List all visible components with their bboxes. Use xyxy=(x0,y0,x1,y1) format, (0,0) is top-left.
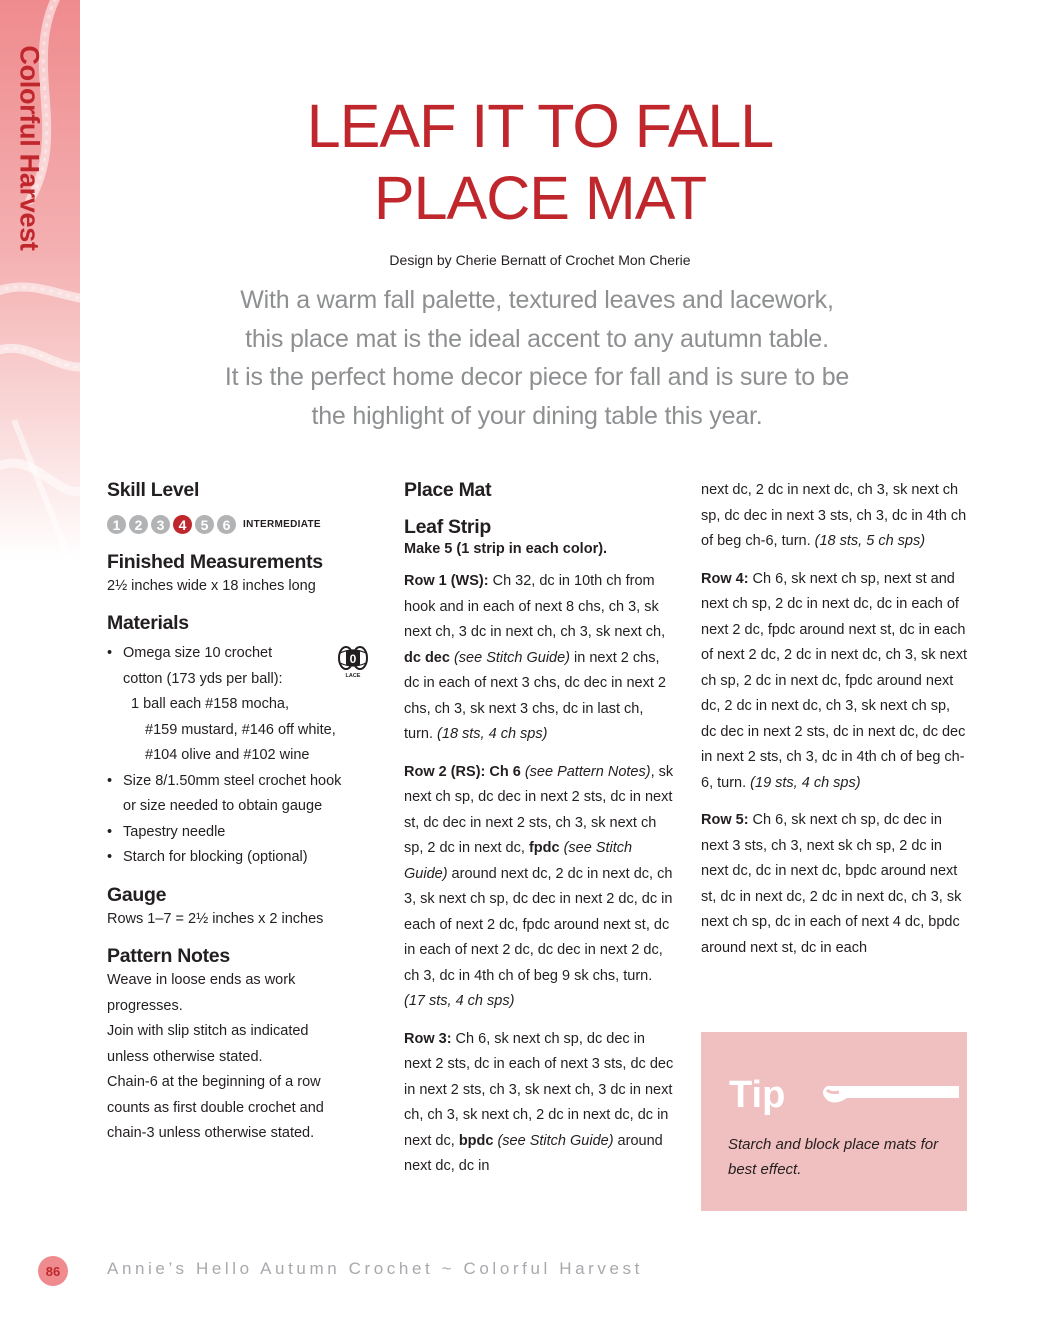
list-item: • Omega size 10 crochet cotton (173 yds per ball): xyxy=(107,641,367,692)
running-footer: Annie’s Hello Autumn Crochet ~ Colorful Harvest xyxy=(107,1259,643,1278)
measurements-heading: Finished Measurements xyxy=(107,550,323,573)
lace-number: 0 xyxy=(349,652,357,666)
materials-heading: Materials xyxy=(107,612,189,634)
list-subitem: 1 ball each #158 mocha, xyxy=(131,696,289,712)
row-3-instructions: Row 3: Ch 6, sk next ch sp, dc dec in next 2 sts, dc in each of next 3 sts, dc dec in next 2 sts, ch 3, sk next ch, 3 dc in next ch, ch 3, sk next ch, 2 dc in next dc, dc in next dc, bpdc (see Stitch Guide) around next dc, dc in xyxy=(404,1030,674,1174)
column-right xyxy=(701,478,969,961)
row-2-instructions: Row 2 (RS): Ch 6 (see Pattern Notes), sk next ch sp, dc dec in next 2 sts, dc in next st, dc dec in next 2 sts, ch 3, sk next ch sp, 2 dc in next dc, fpdc (see Stitch Guide) around next dc, 2 dc in next dc, ch 3, sk next ch sp, dc dec in next 2 dc, dc in each of next 2 dc, fpdc around next st, dc in each of next 2 dc, dc dec in next 2 dc, ch 3, dc in 4th ch of beg 9 sk chs, turn. (17 sts, 4 ch sps) xyxy=(404,763,674,1009)
place-mat-heading: Place Mat xyxy=(404,479,492,501)
side-section-title: Colorful Harvest xyxy=(14,45,45,251)
list-item: • Tapestry needle xyxy=(107,820,367,846)
make-instruction: Make 5 (1 strip in each color). xyxy=(404,541,608,557)
skill-level-indicator xyxy=(107,512,367,538)
gauge-text: Rows 1–7 = 2½ inches x 2 inches xyxy=(107,910,324,927)
page-title: LEAF IT TO FALL PLACE MAT xyxy=(306,92,774,232)
skill-dot: 6 xyxy=(217,515,236,534)
skill-dot: 5 xyxy=(195,515,214,534)
gauge-heading: Gauge xyxy=(107,883,167,906)
row-5-instructions: Row 5: Ch 6, sk next ch sp, dc dec in next 3 sts, ch 3, next sk ch sp, 2 dc in next dc, dc in next dc, bpdc around next st, dc in next dc, 2 dc in next dc, ch 3, sk next ch sp, dc in each of next 4 dc, bpdc around next st, dc in each xyxy=(701,812,962,956)
tip-heading: Tip xyxy=(729,1074,786,1116)
skill-dot-active: 4 xyxy=(173,515,192,534)
skill-dot: 3 xyxy=(151,515,170,534)
skill-dot: 2 xyxy=(129,515,148,534)
lace-label: LACE xyxy=(345,673,361,679)
tip-box xyxy=(701,1032,967,1211)
intro-paragraph: With a warm fall palette, textured leaves and lacework, this place mat is the ideal accent to any autumn table. It is the perfect home decor piece for fall and is sure to be the highlight of your dining table this year. xyxy=(224,286,850,430)
designer-byline: Design by Cherie Bernatt of Crochet Mon Cherie xyxy=(389,252,691,268)
row-4-instructions: Row 4: Ch 6, sk next ch sp, next st and next ch sp, 2 dc in next dc, dc in each of next 2 dc, fpdc around next st, dc in each of next 2 dc, 2 dc in next dc, ch 3, sk next ch sp, 2 dc in next dc, fpdc around next dc, 2 dc in next dc, ch 3, sk next ch sp, dc dec in next 2 sts, dc in next dc, dc dec in next 2 sts, ch 3, dc in 4th ch of beg ch-6, turn. (19 sts, 4 ch sps) xyxy=(701,570,967,791)
crochet-hook-icon xyxy=(819,1080,959,1110)
skill-level-label: INTERMEDIATE xyxy=(243,519,321,530)
column-left xyxy=(107,478,367,1147)
row-1-instructions: Row 1 (WS): Ch 32, dc in 10th ch from hook and in each of next 8 chs, ch 3, sk next ch, 3 dc in next ch, ch 3, sk next ch, dc dec (see Stitch Guide) in next 2 chs, dc in each of next 3 chs, dc dec in next 2 chs, ch 3, sk next 3 chs, dc in last ch, turn. (18 sts, 4 ch sps) xyxy=(404,573,666,742)
leaf-strip-heading: Leaf Strip xyxy=(404,516,491,538)
pattern-notes-text: Weave in loose ends as work progresses. Join with slip stitch as indicated unless otherwise stated. Chain-6 at the beginning of a row counts as first double crochet and chain-3 unless otherwise stated. xyxy=(107,972,324,1141)
column-middle xyxy=(404,478,676,1180)
measurements-text: 2½ inches wide x 18 inches long xyxy=(107,577,316,594)
tip-text: Starch and block place mats for best effect. xyxy=(728,1136,939,1178)
skill-dot: 1 xyxy=(107,515,126,534)
side-decorative-strip xyxy=(0,0,80,560)
list-subitem: #104 olive and #102 wine xyxy=(145,747,310,763)
list-item: • Size 8/1.50mm steel crochet hook or size needed to obtain gauge xyxy=(107,769,367,820)
materials-list xyxy=(107,641,367,871)
pattern-notes-heading: Pattern Notes xyxy=(107,945,230,967)
row-3-continued: next dc, 2 dc in next dc, ch 3, sk next ch sp, dc dec in next 3 sts, ch 3, dc in 4th ch of beg ch-6, turn. (18 sts, 5 ch sps) xyxy=(701,482,967,549)
skill-level-heading: Skill Level xyxy=(107,479,200,501)
page-number: 86 xyxy=(38,1256,68,1286)
list-subitem: #159 mustard, #146 off white, xyxy=(145,721,336,738)
list-item: • Starch for blocking (optional) xyxy=(107,845,367,871)
